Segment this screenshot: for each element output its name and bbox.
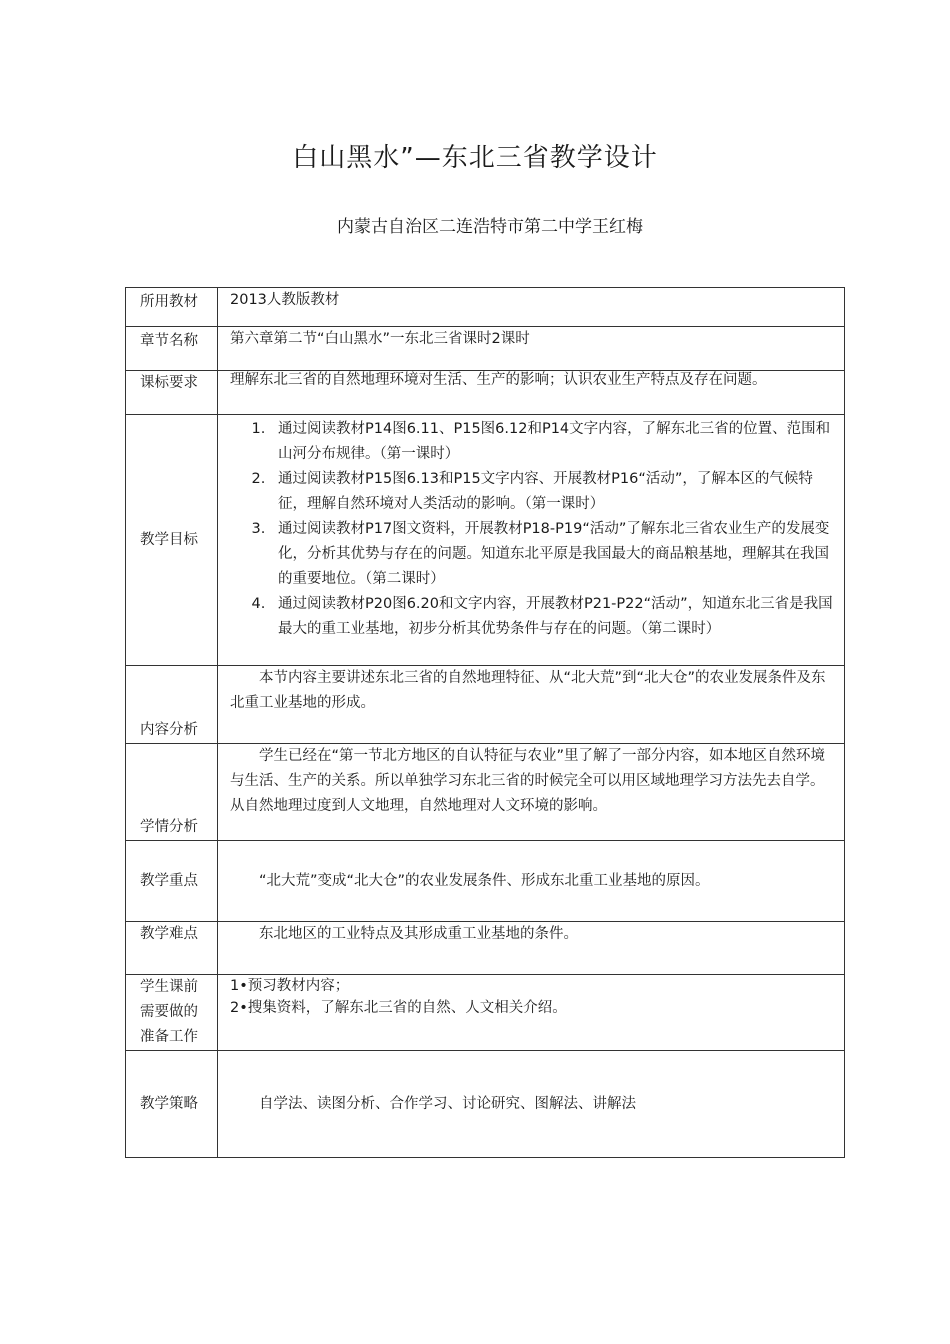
row-key-points — [126, 841, 845, 922]
objective-item: 3. 通过阅读教材P17图文资料，开展教材P18-P19“活动”了解东北三省农业生产的发展变化，分析其优势与存在的问题。知道东北平原是我国最大的商品粮基地，理解其在我国的重要地位。（第二课时） — [270, 517, 834, 592]
label-key-points: 教学重点 — [126, 841, 218, 922]
row-chapter — [126, 327, 845, 371]
value-preparation — [218, 975, 845, 1051]
value-difficulties: 东北地区的工业特点及其形成重工业基地的条件。 — [218, 922, 845, 975]
label-difficulties: 教学难点 — [126, 922, 218, 975]
label-preparation — [126, 975, 218, 1051]
value-strategy: 自学法、读图分析、合作学习、讨论研究、图解法、讲解法 — [218, 1051, 845, 1158]
document-title: 白山黑水”—东北三省教学设计 — [292, 143, 658, 173]
label-content-analysis: 内容分析 — [126, 666, 218, 744]
row-difficulties — [126, 922, 845, 975]
label-objectives: 教学目标 — [126, 415, 218, 666]
row-preparation — [126, 975, 845, 1051]
row-learner-analysis — [126, 744, 845, 841]
row-content-analysis — [126, 666, 845, 744]
lesson-plan-table — [125, 287, 845, 1158]
value-chapter: 第六章第二节“白山黑水”一东北三省课时2课时 — [218, 327, 845, 371]
preparation-item: 1•预习教材内容； — [230, 978, 350, 994]
objective-item: 4. 通过阅读教材P20图6.20和文字内容，开展教材P21-P22“活动”，知道东北三省是我国最大的重工业基地，初步分析其优势条件与存在的问题。（第二课时） — [270, 592, 834, 642]
value-objectives — [218, 415, 845, 666]
objective-item: 1. 通过阅读教材P14图6.11、P15图6.12和P14文字内容，了解东北三省的位置、范围和山河分布规律。（第一课时） — [270, 417, 834, 467]
objectives-list — [230, 415, 834, 642]
label-preparation-line: 需要做的 — [140, 1004, 198, 1020]
value-standard: 理解东北三省的自然地理环境对生活、生产的影响；认识农业生产特点及存在问题。 — [218, 371, 845, 415]
value-key-points: “北大荒”变成“北大仓”的农业发展条件、形成东北重工业基地的原因。 — [218, 841, 845, 922]
row-objectives — [126, 415, 845, 666]
label-preparation-line: 准备工作 — [140, 1029, 198, 1045]
label-standard: 课标要求 — [126, 371, 218, 415]
label-learner-analysis: 学情分析 — [126, 744, 218, 841]
preparation-item: 2•搜集资料，了解东北三省的自然、人文相关介绍。 — [230, 1000, 567, 1016]
value-learner-analysis: 学生已经在“第一节北方地区的自认特征与农业”里了解了一部分内容，如本地区自然环境与生活、生产的关系。所以单独学习东北三省的时候完全可以用区域地理学习方法先去自学。从自然地理过度到人文地理，自然地理对人文环境的影响。 — [218, 744, 845, 841]
label-chapter: 章节名称 — [126, 327, 218, 371]
row-strategy — [126, 1051, 845, 1158]
value-content-analysis: 本节内容主要讲述东北三省的自然地理特征、从“北大荒”到“北大仓”的农业发展条件及东北重工业基地的形成。 — [218, 666, 845, 744]
row-standard — [126, 371, 845, 415]
objective-item: 2. 通过阅读教材P15图6.13和P15文字内容、开展教材P16“活动”，了解本区的气候特征，理解自然环境对人类活动的影响。（第一课时） — [270, 467, 834, 517]
label-preparation-line: 学生课前 — [140, 979, 198, 995]
value-textbook: 2013人教版教材 — [218, 288, 845, 327]
author-line: 内蒙古自治区二连浩特市第二中学王红梅 — [337, 217, 643, 237]
row-textbook — [126, 288, 845, 327]
label-textbook: 所用教材 — [126, 288, 218, 327]
label-strategy: 教学策略 — [126, 1051, 218, 1158]
